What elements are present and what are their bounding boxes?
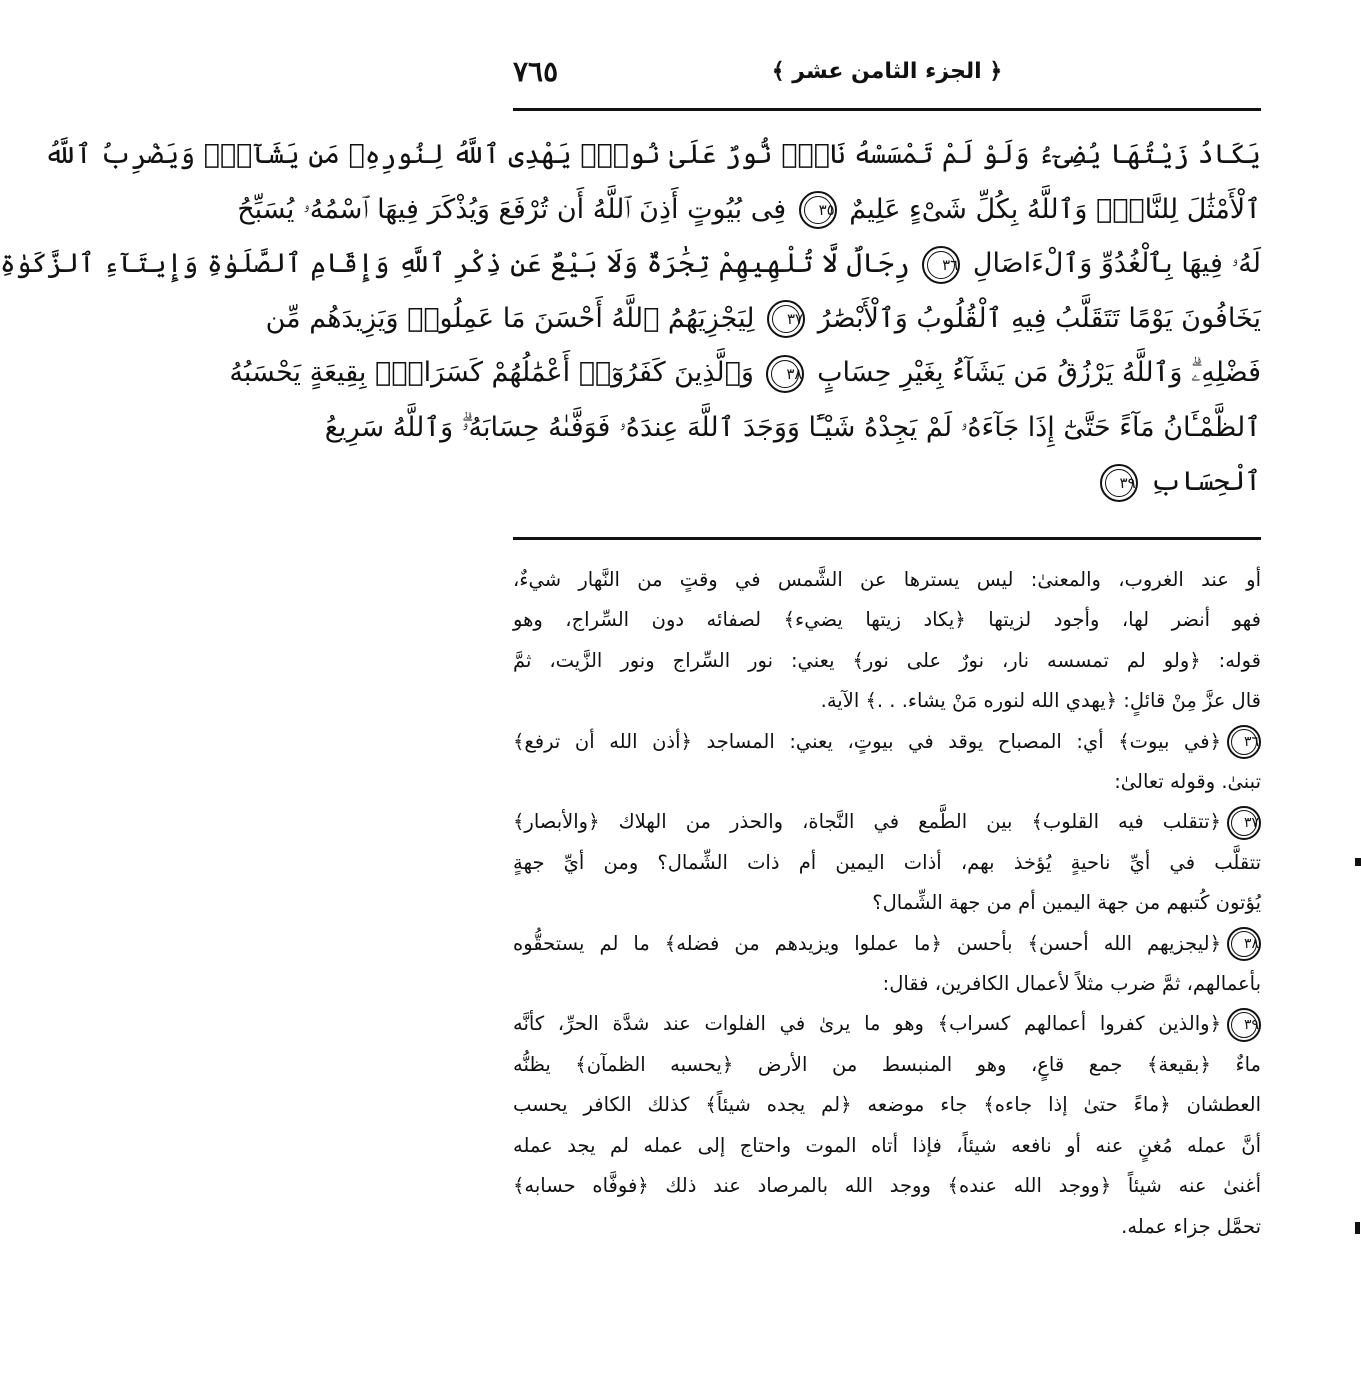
commentary-paragraph [513, 560, 1261, 722]
verse-number-badge: ٣٨ [1227, 927, 1261, 961]
commentary-line: تبنىٰ. وقوله تعالىٰ: [1114, 770, 1261, 794]
ayah-number-marker: ٣٨ [766, 355, 804, 393]
commentary-line: أو عند الغروب، والمعنىٰ: ليس يسترها عن الشَّمس في وقتٍ من النَّهار شيءٌ، [513, 568, 1261, 591]
quran-text-block [0, 128, 1261, 510]
quran-segment: ٱلْأَمْثَٰلَ لِلنَّاسِۗ وَٱللَّهُ بِكُلِّ شَىْءٍ عَلِيمٌ [849, 193, 1261, 225]
quran-line-1: يَكَادُ زَيْتُهَا يُضِىٓءُ وَلَوْ لَمْ تَمْسَسْهُ نَارٌۚ نُّورٌ عَلَىٰ نُورٍۚ يَهْدِى ٱللَّهُ لِنُورِهِۦ مَن يَشَآءُۚ وَيَضْرِبُ ٱللَّهُ [44, 139, 1261, 170]
quran-segment: فَضْلِهِۦۗ وَٱللَّهُ يَرْزُقُ مَن يَشَآءُ بِغَيْرِ حِسَابٍ [817, 357, 1261, 388]
quran-segment: رِجَالٌ لَّا تُلْهِيهِمْ تِجَٰرَةٌ وَلَا بَيْعٌ عَن ذِكْرِ ٱللَّهِ وَإِقَامِ ٱلصَّلَوٰةِ وَإِيتَآءِ ٱلزَّكَوٰةِ [0, 248, 910, 279]
ayah-number-marker: ٣٩ [1100, 464, 1138, 502]
commentary-line: تتقلَّب في أيِّ ناحيةٍ يُؤخذ بهم، أذات اليمين أم ذات الشِّمال؟ ومن أيِّ جهةٍ [513, 850, 1261, 874]
ayah-number-marker: ٣٦ [922, 246, 960, 284]
commentary-paragraph-37 [513, 802, 1261, 923]
quran-segment: ٱلْحِسَابِ [1150, 466, 1261, 497]
commentary-paragraph-38 [513, 924, 1261, 1005]
commentary-line: فهو أنضر لها، وأجود لزيتها ﴿يكاد زيتها يضيء﴾ لصفائه دون السِّراج، وهو [513, 608, 1261, 632]
margin-mark [1355, 858, 1361, 866]
tafsir-commentary [513, 560, 1261, 1247]
commentary-text: ﴿والذين كفروا أعمالهم كسراب﴾ وهو ما يرىٰ في الفلوات عند شدَّة الحرِّ، كأنَّه [513, 1012, 1221, 1036]
quran-line-6: ٱلظَّمْـَٔانُ مَآءً حَتَّىٰٓ إِذَا جَآءَهُۥ لَمْ يَجِدْهُ شَيْـًٔا وَوَجَدَ ٱللَّهَ عِندَهُۥ فَوَفَّىٰهُ حِسَابَهُۥۗ وَٱللَّهُ سَرِيعُ [324, 411, 1261, 443]
commentary-line: بأعمالهم، ثمَّ ضرب مثلاً لأعمال الكافرين، فقال: [882, 972, 1261, 996]
quran-segment: وَٱلَّذِينَ كَفَرُوٓا۟ أَعْمَٰلُهُمْ كَسَرَابٍۭ بِقِيعَةٍ يَحْسَبُهُ [229, 357, 754, 388]
commentary-line [513, 722, 1261, 762]
quran-segment: لِيَجْزِيَهُمُ ٱللَّهُ أَحْسَنَ مَا عَمِلُوا۟ وَيَزِيدَهُم مِّن [265, 302, 755, 334]
quran-line-5 [229, 346, 1261, 401]
commentary-line: قال عزَّ مِنْ قائلٍ: ﴿يهدي الله لنوره مَنْ يشاء. . .﴾ الآية. [820, 689, 1261, 713]
header-rule [513, 108, 1261, 111]
page-header [513, 55, 1261, 105]
commentary-line [513, 802, 1261, 842]
commentary-line: ماءٌ ﴿بقيعة﴾ جمع قاعٍ، وهو المنبسط من الأرض ﴿يحسبه الظمآن﴾ يظنُّه [513, 1052, 1261, 1076]
quran-segment: فِى بُيُوتٍ أَذِنَ ٱللَّهُ أَن تُرْفَعَ وَيُذْكَرَ فِيهَا ٱسْمُهُۥ يُسَبِّحُ [237, 193, 787, 225]
running-title: ﴿ الجزء الثامن عشر ﴾ [771, 59, 1003, 84]
quran-line-2 [237, 183, 1261, 238]
commentary-line [513, 1004, 1261, 1044]
commentary-line: تحمَّل جزاء عمله. [1121, 1214, 1261, 1238]
commentary-paragraph-39 [513, 1004, 1261, 1246]
commentary-line: قوله: ﴿ولو لم تمسسه نار، نورٌ على نور﴾ يعني: نور السِّراج ونور الزَّيت، ثمَّ [513, 648, 1261, 672]
quran-segment: لَهُۥ فِيهَا بِٱلْغُدُوِّ وَٱلْءَاصَالِ [972, 248, 1261, 279]
quran-line-4 [265, 292, 1261, 347]
quran-segment: يَخَافُونَ يَوْمًا تَتَقَلَّبُ فِيهِ ٱلْقُلُوبُ وَٱلْأَبْصَٰرُ [817, 302, 1261, 334]
section-divider-rule [513, 537, 1261, 540]
commentary-text: ﴿تتقلب فيه القلوب﴾ بين الطَّمع في النَّجاة، والحذر من الهلاك ﴿والأبصار﴾ [513, 810, 1221, 834]
margin-mark [1355, 1222, 1360, 1234]
verse-number-badge: ٣٧ [1227, 806, 1261, 840]
page-number: ٧٦٥ [513, 55, 559, 88]
verse-number-badge: ٣٩ [1227, 1008, 1261, 1042]
commentary-line: العطشان ﴿ماءً حتىٰ إذا جاءه﴾ جاء موضعه ﴿لم يجده شيئاً﴾ كذلك الكافر يحسب [513, 1093, 1261, 1117]
quran-line-3 [0, 237, 1261, 292]
ayah-number-marker: ٣٧ [767, 300, 805, 338]
commentary-line: أغنىٰ عنه شيئاً ﴿ووجد الله عنده﴾ ووجد الله بالمرصاد عند ذلك ﴿فوفَّاه حسابه﴾ [513, 1174, 1261, 1198]
commentary-line [513, 924, 1261, 964]
commentary-text: ﴿ليجزيهم الله أحسن﴾ بأحسن ﴿ما عملوا ويزيدهم من فضله﴾ ما لم يستحقُّوه [513, 931, 1221, 955]
commentary-paragraph-36 [513, 722, 1261, 803]
quran-line-7 [513, 455, 1261, 510]
verse-number-badge: ٣٦ [1227, 725, 1261, 759]
commentary-line: يُؤتون كُتبهم من جهة اليمين أم من جهة الشِّمال؟ [872, 891, 1261, 915]
commentary-line: أنَّ عمله مُغنٍ عنه أو نافعه شيئاً، فإذا أتاه الموت واحتاج إلى عمله لم يجد عمله [513, 1133, 1261, 1157]
commentary-text: ﴿في بيوت﴾ أي: المصباح يوقد في بيوتٍ، يعني: المساجد ﴿أذن الله أن ترفع﴾ [513, 729, 1221, 753]
ayah-number-marker: ٣٥ [799, 191, 837, 229]
